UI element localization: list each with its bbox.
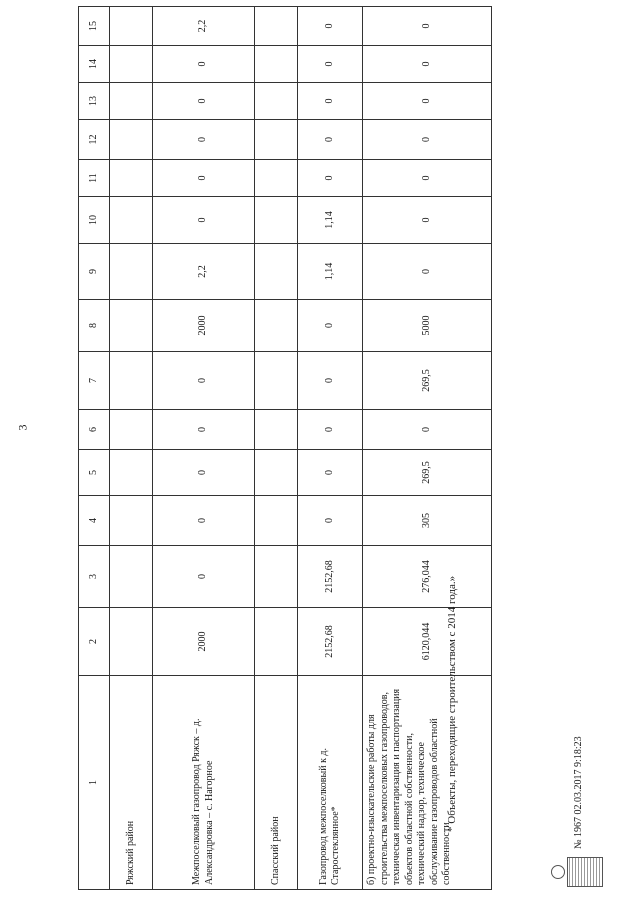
table-row-starosteklyannoe-gas-pipeline (298, 7, 363, 890)
column-header: 2 (79, 608, 110, 676)
table-cell: 2,2 (153, 244, 255, 300)
table-cell: Ряжский район (110, 676, 153, 890)
table-cell: 0 (298, 7, 363, 46)
scanner-stamp-icon (547, 853, 603, 893)
table-cell (255, 120, 298, 160)
table-cell: 0 (153, 410, 255, 450)
stamp-barcode-icon (567, 857, 603, 887)
column-header: 6 (79, 410, 110, 450)
table-cell (110, 46, 153, 83)
table-cell (255, 496, 298, 546)
table-cell: 0 (363, 410, 492, 450)
table-cell (110, 450, 153, 496)
table-cell: 0 (153, 83, 255, 120)
program-table (78, 6, 492, 890)
table-cell: 269,5 (363, 352, 492, 410)
table-cell: 1,14 (298, 244, 363, 300)
column-header: 7 (79, 352, 110, 410)
footnote: * Объекты, переходящие строительством с 2014 года.» (446, 575, 458, 832)
column-header: 12 (79, 120, 110, 160)
table-cell (110, 300, 153, 352)
table-row-ryazhsk-district (110, 7, 153, 890)
table-cell (110, 7, 153, 46)
table-cell: 0 (298, 160, 363, 197)
table-cell: 0 (153, 197, 255, 244)
table-cell: 2000 (153, 608, 255, 676)
table-cell: 0 (153, 450, 255, 496)
table-cell: 0 (298, 352, 363, 410)
column-header: 15 (79, 7, 110, 46)
column-header: 5 (79, 450, 110, 496)
table-cell: 276,044 (363, 546, 492, 608)
table-cell (255, 244, 298, 300)
column-header: 13 (79, 83, 110, 120)
table-cell: 2000 (153, 300, 255, 352)
table-cell: Межпоселковый газопровод Ряжск – д. Александровка – с. Нагорное (153, 676, 255, 890)
table-cell: 0 (153, 160, 255, 197)
table-cell (255, 197, 298, 244)
table-cell (255, 46, 298, 83)
table-cell: 0 (298, 496, 363, 546)
table-cell: 0 (153, 352, 255, 410)
table-cell (255, 300, 298, 352)
page-number: 3 (15, 424, 30, 431)
table-cell: 0 (363, 83, 492, 120)
table-cell: 0 (363, 160, 492, 197)
column-header: 3 (79, 546, 110, 608)
column-header: 14 (79, 46, 110, 83)
table-cell: 0 (363, 120, 492, 160)
table-cell: 269,5 (363, 450, 492, 496)
table-cell (110, 83, 153, 120)
table-header-row (79, 7, 110, 890)
table-cell: 2152,68 (298, 608, 363, 676)
table-cell (110, 608, 153, 676)
column-header: 10 (79, 197, 110, 244)
table-row-ryazhsk-gas-pipeline (153, 7, 255, 890)
table-cell: Спасский район (255, 676, 298, 890)
table-cell: 0 (363, 244, 492, 300)
table-cell (255, 410, 298, 450)
table-cell (110, 352, 153, 410)
table-cell: 0 (298, 410, 363, 450)
table-cell: 0 (363, 46, 492, 83)
table-cell (255, 7, 298, 46)
table-cell: 2152,68 (298, 546, 363, 608)
table-cell: 0 (298, 46, 363, 83)
table-cell (255, 83, 298, 120)
registration-stamp: № 1967 02.03.2017 9:18:23 (573, 736, 584, 849)
table-cell: 0 (298, 300, 363, 352)
table-cell: 0 (363, 197, 492, 244)
table-cell: 305 (363, 496, 492, 546)
table-cell: 0 (153, 120, 255, 160)
table-cell (110, 410, 153, 450)
table-cell (255, 160, 298, 197)
table-cell (110, 496, 153, 546)
table-cell (255, 352, 298, 410)
table-cell: б) проектно-изыскательские работы для строительства межпоселковых газопроводов, техническая инвентаризация и паспортизация объектов областной собственности, технический надзор, техническое обслуживание газопроводов областной собственности (363, 676, 492, 890)
table-cell: 6120,044 (363, 608, 492, 676)
stamp-circle-icon (551, 865, 565, 879)
table-cell (255, 608, 298, 676)
table-cell (255, 450, 298, 496)
table-cell: 0 (298, 83, 363, 120)
table-cell: Газопровод межпоселковый к д. Старостеклянное* (298, 676, 363, 890)
table-cell (110, 244, 153, 300)
table-cell (110, 197, 153, 244)
table-cell: 1,14 (298, 197, 363, 244)
column-header: 11 (79, 160, 110, 197)
column-header: 4 (79, 496, 110, 546)
table-cell: 2,2 (153, 7, 255, 46)
table-cell: 0 (153, 496, 255, 546)
table-cell: 0 (298, 450, 363, 496)
table-cell: 0 (363, 7, 492, 46)
table-row-spassk-district (255, 7, 298, 890)
table-cell: 5000 (363, 300, 492, 352)
column-header: 9 (79, 244, 110, 300)
table-cell: 0 (153, 46, 255, 83)
table-cell: 0 (298, 120, 363, 160)
table-cell (255, 546, 298, 608)
column-header: 8 (79, 300, 110, 352)
column-header: 1 (79, 676, 110, 890)
table-row-design-survey-works (363, 7, 492, 890)
table-cell (110, 160, 153, 197)
table-cell (110, 546, 153, 608)
table-cell: 0 (153, 546, 255, 608)
table-cell (110, 120, 153, 160)
